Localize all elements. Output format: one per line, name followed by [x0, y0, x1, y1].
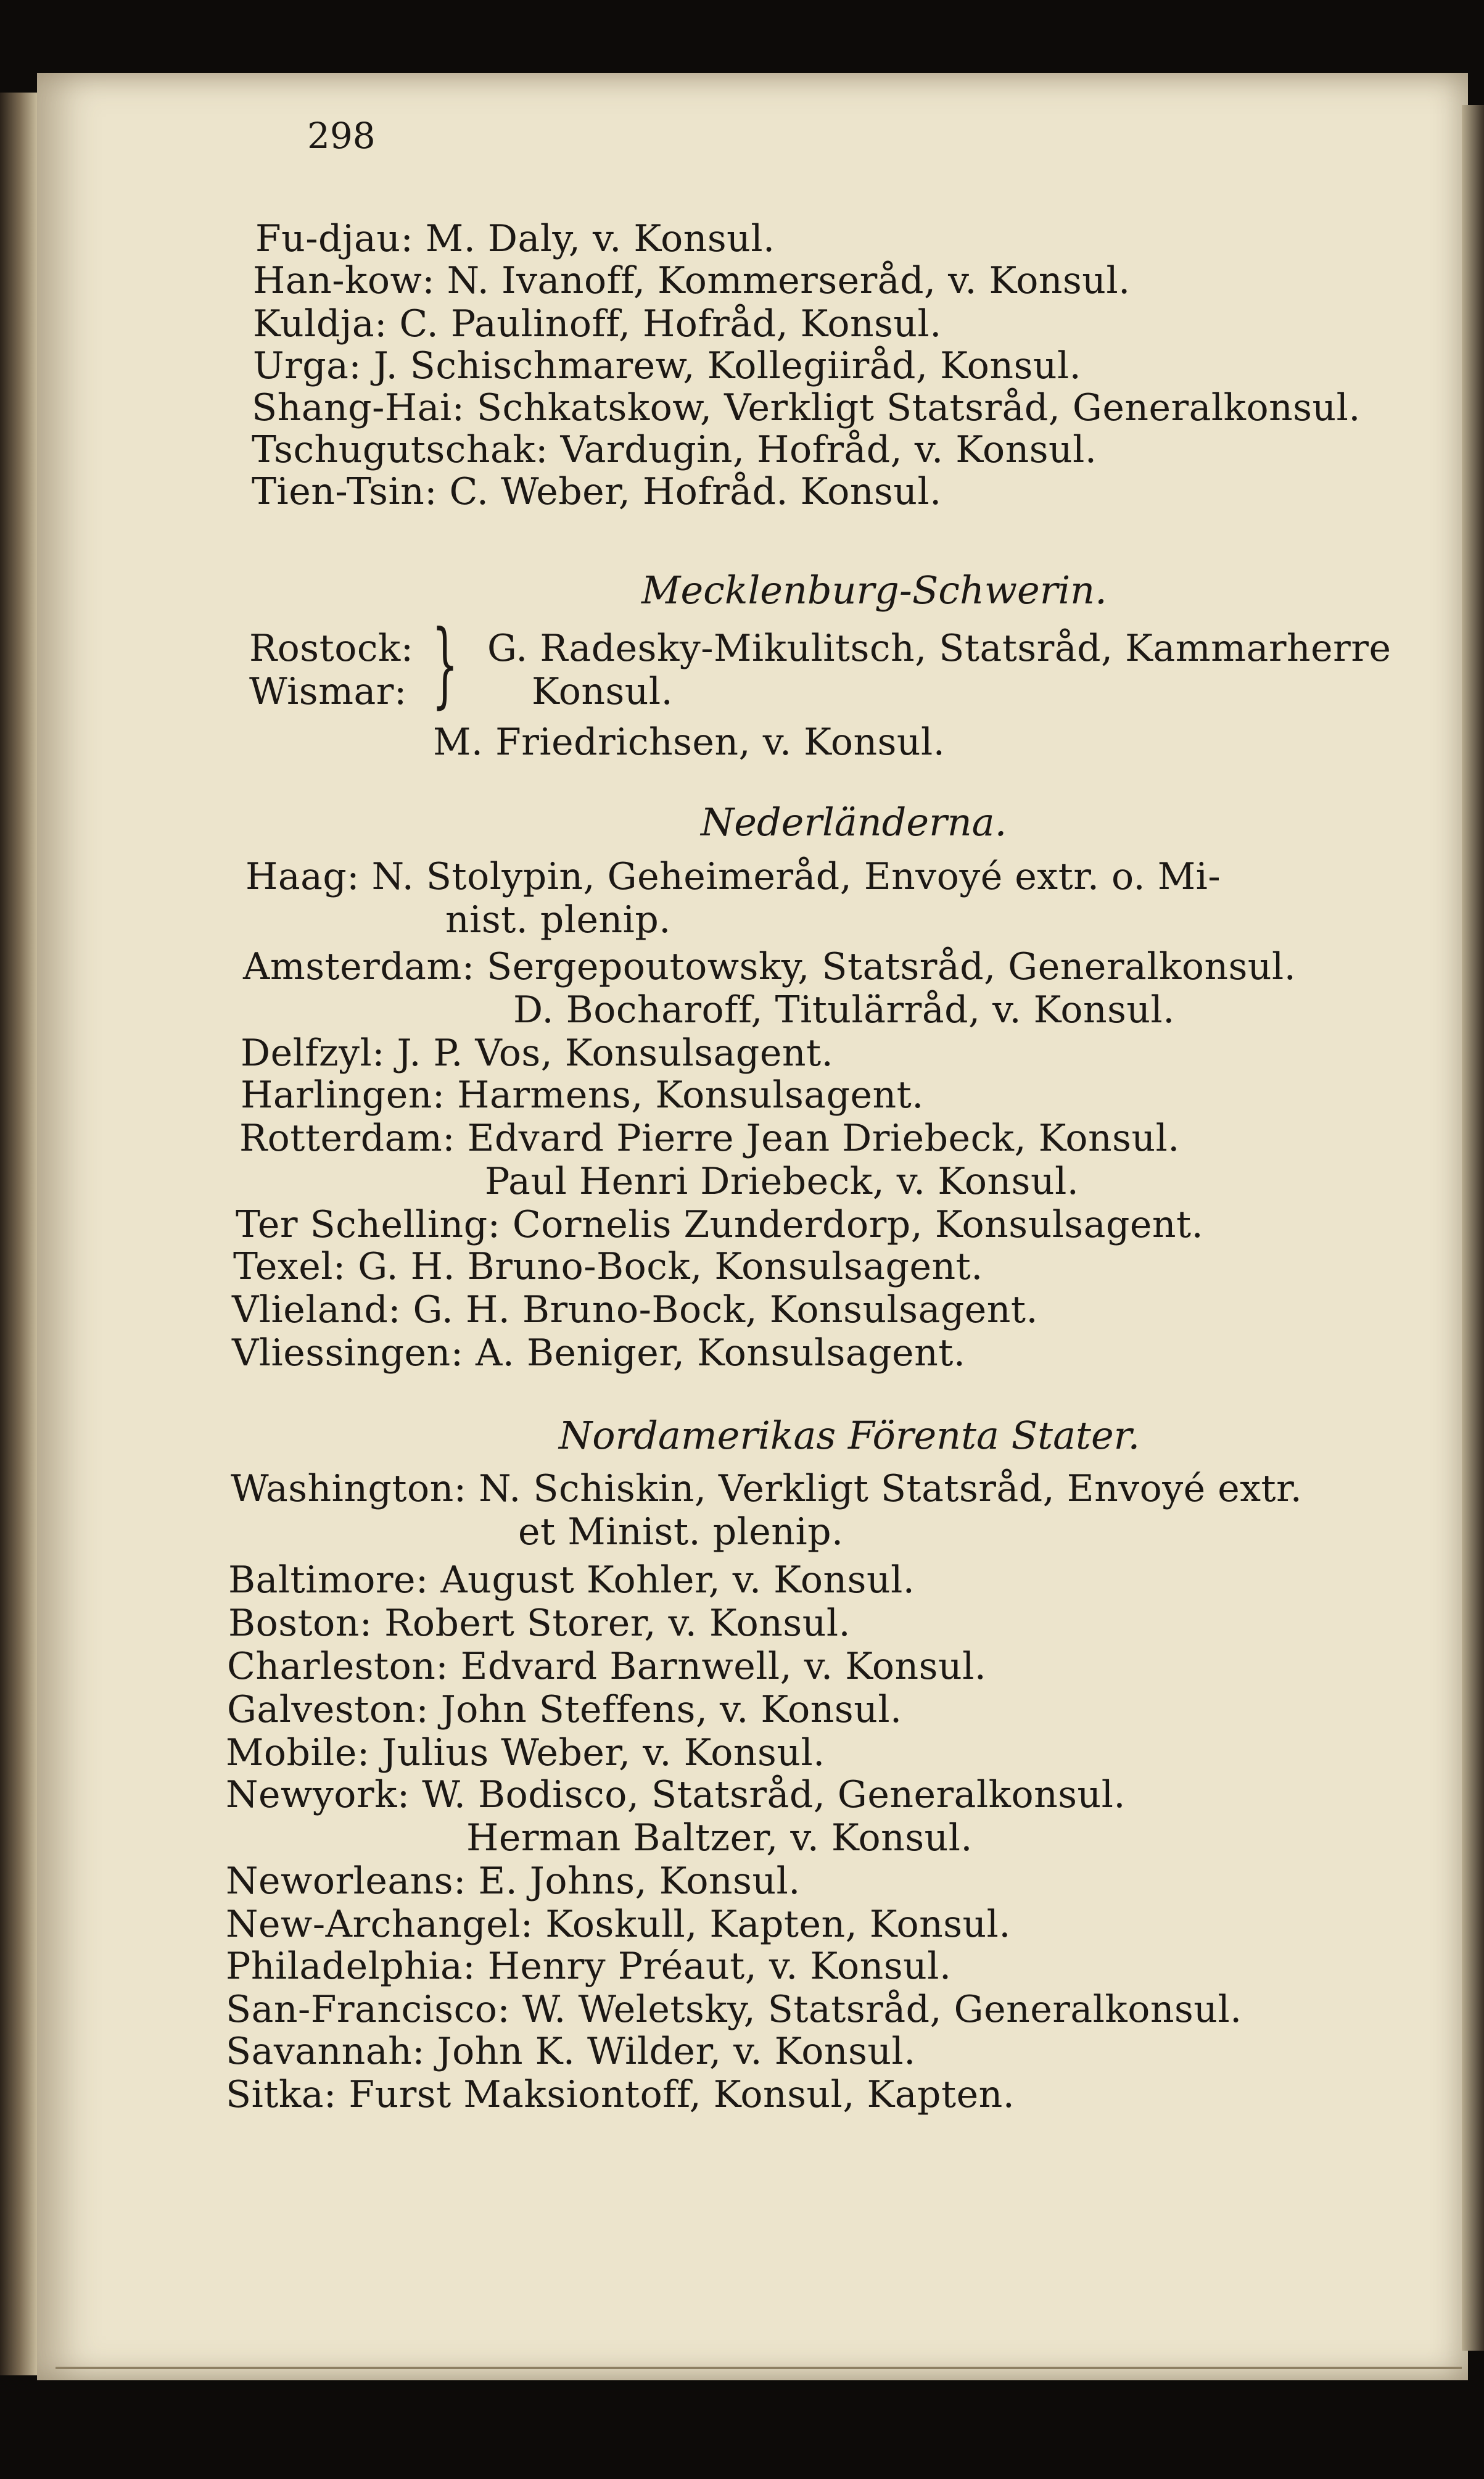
entry-line: Tschugutschak: Vardugin, Hofråd, v. Konsul.: [252, 428, 1097, 471]
entry-line: Mobile: Julius Weber, v. Konsul.: [226, 1731, 825, 1774]
entry-line: G. Radesky-Mikulitsch, Statsråd, Kammarherre: [487, 627, 1391, 670]
section-heading-nederlanderna: Nederländerna.: [701, 800, 1007, 845]
place-wismar: Wismar:: [249, 670, 407, 713]
entry-line: Shang-Hai: Schkatskow, Verkligt Statsråd, Generalkonsul.: [252, 386, 1361, 429]
entry-line: Amsterdam: Sergepoutowsky, Statsråd, Generalkonsul.: [243, 945, 1296, 988]
entry-line: nist. plenip.: [445, 898, 671, 942]
entry-line: Neworleans: E. Johns, Konsul.: [226, 1860, 801, 1903]
entry-line: Fu-djau: M. Daly, v. Konsul.: [255, 217, 775, 260]
entry-line: M. Friedrichsen, v. Konsul.: [433, 721, 946, 764]
entry-line: Tien-Tsin: C. Weber, Hofråd. Konsul.: [252, 470, 942, 513]
entry-line: Washington: N. Schiskin, Verkligt Statsråd, Envoyé extr.: [231, 1467, 1303, 1510]
entry-line: D. Bocharoff, Titulärråd, v. Konsul.: [513, 988, 1175, 1032]
page-number: 298: [307, 115, 376, 157]
entry-line: Vlieland: G. H. Bruno-Bock, Konsulsagent.: [232, 1288, 1039, 1331]
entry-line: Baltimore: August Kohler, v. Konsul.: [228, 1558, 915, 1602]
entry-line: Paul Henri Driebeck, v. Konsul.: [485, 1160, 1079, 1203]
place-rostock: Rostock:: [249, 627, 414, 670]
entry-line: Boston: Robert Storer, v. Konsul.: [228, 1602, 851, 1645]
entry-line: Philadelphia: Henry Préaut, v. Konsul.: [226, 1945, 952, 1988]
entry-line: Charleston: Edvard Barnwell, v. Konsul.: [227, 1645, 987, 1688]
entry-line: Galveston: John Steffens, v. Konsul.: [227, 1688, 902, 1731]
entry-line: Texel: G. H. Bruno-Bock, Konsulsagent.: [233, 1245, 983, 1288]
page-stack-edge: [1462, 105, 1484, 2351]
entry-line: San-Francisco: W. Weletsky, Statsråd, Generalkonsul.: [226, 1988, 1242, 2031]
entry-line: Vliessingen: A. Beniger, Konsulsagent.: [232, 1331, 966, 1375]
grouping-brace: }: [432, 611, 458, 718]
entry-line: Newyork: W. Bodisco, Statsråd, Generalkonsul.: [226, 1773, 1126, 1816]
entry-line: Rotterdam: Edvard Pierre Jean Driebeck, Konsul.: [239, 1117, 1180, 1160]
entry-line: Savannah: John K. Wilder, v. Konsul.: [226, 2030, 916, 2073]
entry-line: Haag: N. Stolypin, Geheimeråd, Envoyé extr. o. Mi-: [245, 855, 1221, 898]
entry-line: Ter Schelling: Cornelis Zunderdorp, Konsulsagent.: [236, 1203, 1204, 1246]
entry-line: New-Archangel: Koskull, Kapten, Konsul.: [226, 1903, 1011, 1946]
entry-line: Sitka: Furst Maksiontoff, Konsul, Kapten.: [226, 2073, 1015, 2116]
entry-line: Konsul.: [532, 670, 674, 713]
section-heading-mecklenburg: Mecklenburg-Schwerin.: [641, 568, 1107, 613]
entry-line: Herman Baltzer, v. Konsul.: [466, 1816, 973, 1860]
entry-line: et Minist. plenip.: [518, 1510, 844, 1554]
entry-line: Harlingen: Harmens, Konsulsagent.: [241, 1074, 924, 1117]
section-heading-nordamerika: Nordamerikas Förenta Stater.: [559, 1413, 1140, 1458]
page-bottom-edge: [56, 2367, 1462, 2369]
entry-line: Urga: J. Schischmarew, Kollegiiråd, Konsul.: [253, 344, 1082, 387]
entry-line: Han-kow: N. Ivanoff, Kommerseråd, v. Konsul.: [253, 259, 1131, 302]
entry-line: Kuldja: C. Paulinoff, Hofråd, Konsul.: [253, 302, 942, 346]
entry-line: Delfzyl: J. P. Vos, Konsulsagent.: [241, 1032, 834, 1075]
